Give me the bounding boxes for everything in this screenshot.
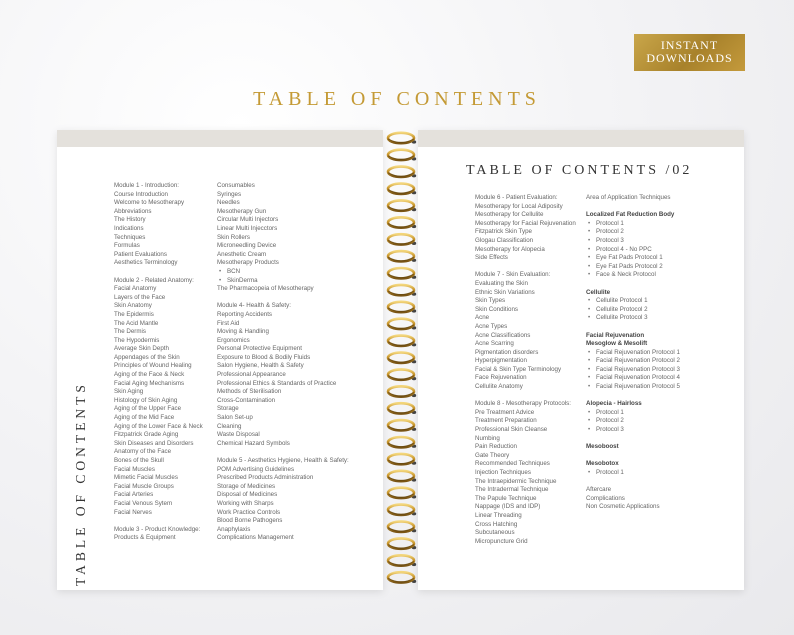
- toc-entry: Indications: [114, 224, 144, 232]
- spiral-ring: [388, 471, 416, 482]
- left-page: [57, 130, 383, 590]
- section-heading: Mesobotox: [586, 460, 619, 468]
- toc-entry: Mesotherapy Products: [217, 259, 279, 267]
- toc-entry: • Facial Rejuvenation Protocol 4: [586, 374, 680, 383]
- toc-entry: • Facial Rejuvenation Protocol 1: [586, 349, 680, 358]
- spacer: [586, 323, 680, 332]
- spiral-ring: [388, 403, 416, 414]
- toc-entry: Patient Evaluations: [114, 250, 167, 258]
- toc-entry: Skin Anatomy: [114, 302, 152, 310]
- toc-entry: Skin Types: [475, 297, 506, 305]
- toc-entry: Professional Ethics & Standards of Practice: [217, 379, 337, 387]
- spiral-ring: [388, 285, 416, 296]
- toc-entry: Mimetic Facial Muscles: [114, 474, 178, 482]
- toc-entry: Complications: [586, 494, 625, 502]
- toc-entry: Abbreviations: [114, 207, 152, 215]
- toc-entry: Reporting Accidents: [217, 310, 273, 318]
- toc-entry: Techniques: [114, 233, 146, 241]
- toc-entry: Module 8 - Mesotherapy Protocols:: [475, 400, 571, 408]
- toc-entry: • BCN: [217, 268, 349, 277]
- toc-entry: Average Skin Depth: [114, 345, 169, 353]
- toc-entry: Acne: [475, 314, 490, 322]
- toc-entry: Layers of the Face: [114, 293, 166, 301]
- spiral-ring: [388, 454, 416, 465]
- spiral-binding: [384, 130, 418, 590]
- toc-entry: The Acid Mantle: [114, 319, 159, 327]
- toc-entry: Work Practice Controls: [217, 508, 281, 516]
- toc-entry: • Protocol 1: [586, 469, 680, 478]
- spiral-ring: [388, 217, 416, 228]
- toc-entry: Skin Rollers: [217, 233, 251, 241]
- spiral-ring: [388, 386, 416, 397]
- spiral-ring: [388, 555, 416, 566]
- badge-line-1: INSTANT: [660, 38, 719, 52]
- toc-entry: The History: [114, 216, 146, 224]
- toc-entry: Principles of Wound Healing: [114, 362, 192, 370]
- toc-entry: Aftercare: [586, 486, 612, 494]
- toc-entry: Aging of the Upper Face: [114, 405, 182, 413]
- toc-entry: Methods of Sterilisation: [217, 388, 282, 396]
- page-header-band: [418, 130, 744, 147]
- spacer: [217, 448, 349, 457]
- badge-line-2: DOWNLOADS: [646, 51, 733, 65]
- section-heading: Facial Rejuvenation: [586, 331, 645, 339]
- spiral-ring: [388, 522, 416, 533]
- toc-entry: • Protocol 1: [586, 220, 680, 229]
- spiral-ring: [388, 369, 416, 380]
- spacer: [217, 294, 349, 303]
- toc-entry: • Face & Neck Protocol: [586, 271, 680, 280]
- spiral-ring: [388, 538, 416, 549]
- spiral-ring: [388, 251, 416, 262]
- toc-entry: Formulas: [114, 242, 140, 250]
- instant-downloads-badge: [634, 34, 745, 71]
- toc-entry: First Aid: [217, 319, 240, 327]
- section-heading: Alopecia - Hairloss: [586, 400, 642, 408]
- toc-entry: Acne Types: [475, 322, 508, 330]
- toc-entry: Facial Muscle Groups: [114, 482, 174, 490]
- toc-entry: Module 5 - Aesthetics Hygiene, Health & Safety:: [217, 457, 349, 464]
- toc-entry: Module 2 - Related Anatomy:: [114, 276, 194, 284]
- toc-entry: Facial Nerves: [114, 508, 152, 516]
- toc-entry: • Facial Rejuvenation Protocol 2: [586, 357, 680, 366]
- toc-entry: Module 7 - Skin Evaluation:: [475, 271, 551, 279]
- toc-entry: Hyperpigmentation: [475, 357, 527, 365]
- toc-entry: Numbing: [475, 434, 500, 442]
- toc-entry: • Protocol 3: [586, 426, 680, 435]
- toc-entry: Waste Disposal: [217, 431, 260, 439]
- toc-entry: Prescribed Products Administration: [217, 474, 314, 482]
- toc-entry: The Intradermal Technique: [475, 486, 549, 494]
- toc-entry: Disposal of Medicines: [217, 491, 278, 499]
- spacer: [586, 435, 680, 444]
- toc-entry: Aging of the Lower Face & Neck: [114, 422, 203, 430]
- toc-entry: Course Introduction: [114, 190, 168, 198]
- toc-entry: • Cellulite Protocol 3: [586, 314, 680, 323]
- toc-entry: Mesotherapy for Cellulite: [475, 211, 544, 219]
- toc-entry: Exposure to Blood & Bodily Fluids: [217, 353, 311, 361]
- toc-entry: Complications Management: [217, 534, 294, 542]
- spiral-ring: [388, 133, 416, 144]
- toc-entry: Aesthetics Terminology: [114, 259, 178, 267]
- spacer: [586, 478, 680, 487]
- toc-entry: Facial Venous Sytem: [114, 499, 173, 507]
- section-heading: Mesoglow & Mesolift: [586, 340, 648, 348]
- toc-entry: Anatomy of the Face: [114, 448, 172, 456]
- toc-entry: Professional Appearance: [217, 371, 286, 379]
- toc-entry: The Intraepidermic Technique: [475, 477, 557, 485]
- toc-entry: • Protocol 2: [586, 417, 680, 426]
- spiral-ring: [388, 437, 416, 448]
- main-title: TABLE OF CONTENTS: [253, 88, 541, 110]
- toc-entry: Glogau Classification: [475, 236, 534, 244]
- toc-entry: Injection Techniques: [475, 469, 531, 476]
- spacer: [475, 392, 576, 401]
- right-column-2: [586, 194, 680, 512]
- spiral-ring: [388, 505, 416, 516]
- toc-entry: Salon Set-up: [217, 414, 253, 422]
- toc-entry: Facial Muscles: [114, 465, 155, 473]
- toc-entry: • Protocol 3: [586, 237, 680, 246]
- toc-entry: Aging of the Face & Neck: [114, 371, 185, 379]
- toc-entry: The Epidermis: [114, 310, 154, 318]
- spiral-ring: [388, 268, 416, 279]
- toc-entry: Mesotherapy Gun: [217, 207, 267, 215]
- toc-entry: Fitzpatrick Grade Aging: [114, 431, 179, 439]
- toc-entry: • Eye Fat Pads Protocol 2: [586, 263, 680, 272]
- toc-entry: Nappage (IDS and IDP): [475, 503, 541, 511]
- toc-entry: Cleaning: [217, 422, 242, 430]
- spiral-ring: [388, 420, 416, 431]
- toc-entry: Cross Hatching: [475, 520, 518, 528]
- toc-entry: Histology of Skin Aging: [114, 396, 178, 404]
- toc-entry: Acne Classifications: [475, 331, 531, 339]
- toc-entry: Linear Threading: [475, 511, 522, 519]
- spiral-ring: [388, 319, 416, 330]
- page-title: TABLE OF CONTENTS /02: [466, 163, 693, 178]
- spacer: [114, 517, 203, 526]
- toc-entry: Non Cosmetic Applications: [586, 503, 660, 511]
- toc-entry: Products & Equipment: [114, 534, 176, 542]
- toc-entry: Cross-Contamination: [217, 396, 276, 404]
- spacer: [586, 392, 680, 401]
- spacer: [586, 203, 680, 212]
- toc-entry: Anaphylaxis: [217, 525, 251, 533]
- page-header-band: [57, 130, 383, 147]
- toc-entry: Cellulite Anatomy: [475, 383, 523, 391]
- toc-entry: Mesotherapy for Local Adiposity: [475, 202, 563, 210]
- section-heading: Localized Fat Reduction Body: [586, 211, 675, 219]
- toc-entry: • Cellulite Protocol 2: [586, 306, 680, 315]
- spiral-ring: [388, 336, 416, 347]
- toc-entry: Facial & Skin Type Terminology: [475, 365, 562, 373]
- toc-entry: Appendages of the Skin: [114, 353, 180, 361]
- toc-entry: Facial Arteries: [114, 491, 154, 499]
- spiral-ring: [388, 150, 416, 161]
- spiral-ring: [388, 572, 416, 583]
- toc-entry: Subcutaneous: [475, 529, 515, 537]
- toc-entry: Blood Borne Pathogens: [217, 517, 283, 525]
- toc-entry: Microneedling Device: [217, 242, 277, 250]
- toc-entry: Ethnic Skin Variations: [475, 288, 535, 296]
- spiral-ring: [388, 200, 416, 211]
- toc-entry: Professional Skin Cleanse: [475, 426, 548, 434]
- toc-entry: • Eye Fat Pads Protocol 1: [586, 254, 680, 263]
- toc-entry: Skin Conditions: [475, 305, 518, 313]
- toc-entry: Ergonomics: [217, 336, 250, 344]
- toc-entry: • Cellulite Protocol 1: [586, 297, 680, 306]
- toc-entry: Skin Diseases and Disorders: [114, 439, 194, 447]
- left-column-2: [217, 182, 349, 543]
- spacer: [475, 263, 576, 272]
- toc-entry: Evaluating the Skin: [475, 279, 528, 287]
- left-column-1: [114, 182, 203, 543]
- toc-entry: Module 6 - Patient Evaluation:: [475, 194, 558, 201]
- spiral-ring: [388, 488, 416, 499]
- toc-entry: Consumables: [217, 182, 255, 189]
- toc-entry: The Pharmacopeia of Mesotherapy: [217, 285, 314, 293]
- toc-entry: The Hypodermis: [114, 336, 160, 344]
- toc-entry: Acne Scarring: [475, 340, 514, 348]
- spacer: [586, 452, 680, 461]
- toc-entry: Chemical Hazard Symbols: [217, 439, 290, 447]
- toc-entry: • SkinDerma: [217, 277, 349, 286]
- toc-entry: Personal Protective Equipment: [217, 345, 302, 353]
- toc-entry: Needles: [217, 199, 240, 207]
- spiral-ring: [388, 184, 416, 195]
- toc-entry: Pain Reduction: [475, 443, 517, 451]
- toc-entry: Working with Sharps: [217, 499, 274, 507]
- toc-entry: Syringes: [217, 190, 242, 198]
- toc-entry: POM Advertising Guidelines: [217, 465, 295, 473]
- toc-entry: Pre Treatment Advice: [475, 408, 535, 416]
- right-column-1: [475, 194, 576, 546]
- toc-entry: • Facial Rejuvenation Protocol 3: [586, 366, 680, 375]
- toc-entry: Salon Hygiene, Health & Safety: [217, 362, 304, 370]
- toc-entry: Gate Theory: [475, 451, 510, 459]
- toc-entry: Bones of the Skull: [114, 457, 164, 464]
- toc-entry: Fitzpatrick Skin Type: [475, 228, 532, 236]
- toc-entry: The Dermis: [114, 328, 146, 336]
- toc-entry: • Protocol 2: [586, 228, 680, 237]
- toc-entry: Storage of Medicines: [217, 482, 276, 490]
- toc-entry: Treatment Preparation: [475, 417, 537, 425]
- toc-entry: Storage: [217, 405, 239, 413]
- section-heading: Cellulite: [586, 288, 611, 296]
- toc-entry: Module 4- Health & Safety:: [217, 302, 291, 310]
- toc-entry: Module 3 - Product Knowledge:: [114, 525, 201, 533]
- toc-entry: Area of Application Techniques: [586, 194, 671, 201]
- toc-entry: • Protocol 1: [586, 409, 680, 418]
- toc-entry: Mesotherapy for Facial Rejuvenation: [475, 219, 576, 227]
- toc-entry: Facial Aging Mechanisms: [114, 379, 185, 387]
- toc-entry: • Facial Rejuvenation Protocol 5: [586, 383, 680, 392]
- spacer: [586, 280, 680, 289]
- spiral-ring: [388, 302, 416, 313]
- toc-entry: Face Rejuvenation: [475, 374, 527, 382]
- toc-entry: • Protocol 4 - No PPC: [586, 246, 680, 255]
- toc-entry: Moving & Handling: [217, 328, 269, 336]
- section-heading: Mesoboost: [586, 443, 619, 451]
- right-page: [418, 130, 744, 590]
- toc-entry: Mesotherapy for Alopecia: [475, 245, 545, 253]
- toc-entry: Skin Aging: [114, 388, 144, 396]
- toc-entry: Anesthetic Cream: [217, 250, 267, 258]
- toc-entry: Recommended Techniques: [475, 460, 550, 468]
- spacer: [114, 268, 203, 277]
- spiral-ring: [388, 353, 416, 364]
- toc-entry: Welcome to Mesotherapy: [114, 199, 185, 207]
- toc-entry: Pigmentation disorders: [475, 348, 539, 356]
- toc-entry: Facial Anatomy: [114, 285, 157, 293]
- toc-entry: Aging of the Mid Face: [114, 414, 175, 422]
- toc-entry: Side Effects: [475, 254, 508, 262]
- toc-entry: The Papule Technique: [475, 494, 537, 502]
- toc-entry: Circular Multi Injectors: [217, 216, 279, 224]
- toc-entry: Micropuncture Grid: [475, 537, 528, 545]
- spiral-ring: [388, 234, 416, 245]
- vertical-page-title: TABLE OF CONTENTS: [73, 381, 88, 586]
- toc-entry: Module 1 - Introduction:: [114, 182, 180, 189]
- spiral-ring: [388, 167, 416, 178]
- toc-entry: Linear Multi Injecctors: [217, 224, 278, 232]
